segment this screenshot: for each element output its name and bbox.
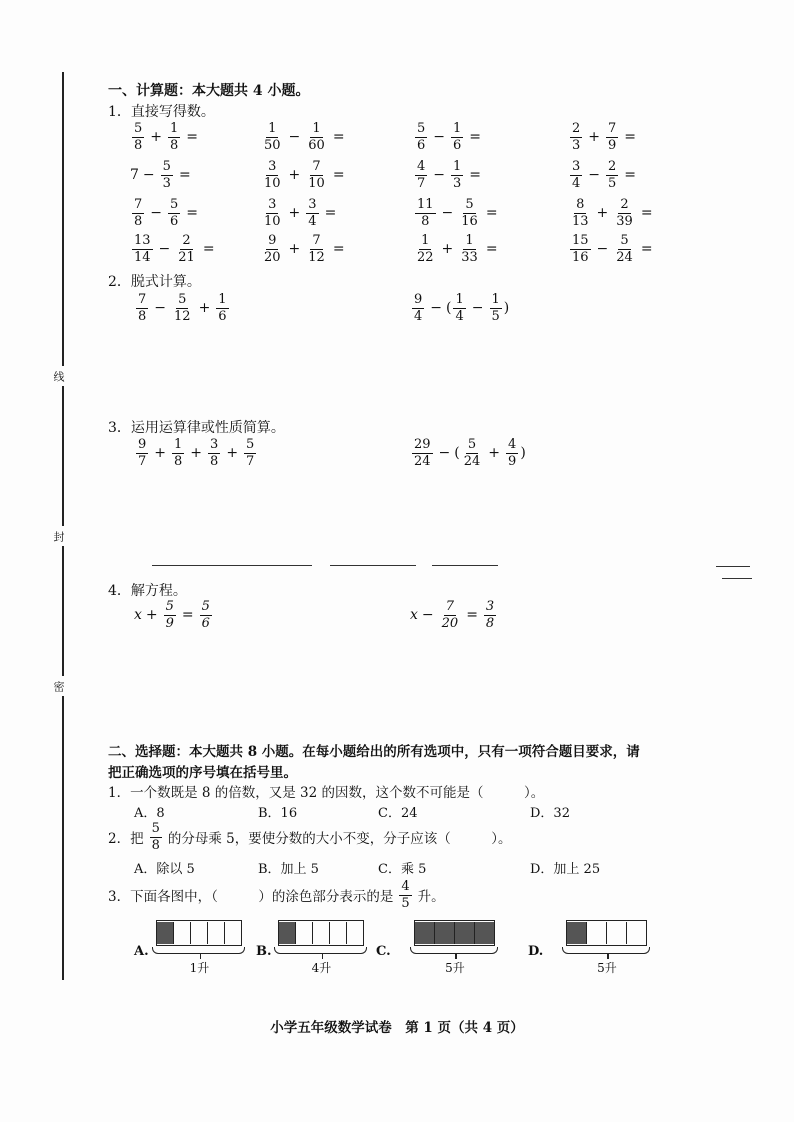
fraction [451, 160, 463, 190]
fraction [506, 438, 518, 468]
shaded-cell [279, 922, 296, 944]
fraction-denominator: 9 [608, 137, 617, 153]
fraction-denominator: 33 [461, 249, 478, 265]
fraction-denominator: 12 [174, 308, 191, 324]
fraction-numerator: 7 [138, 292, 147, 307]
fraction-numerator: 2 [608, 159, 617, 174]
fraction [484, 600, 496, 630]
operator: − [438, 445, 451, 462]
operator: − [288, 129, 301, 146]
q2-expression-2 [410, 293, 509, 323]
expression-text: 7 [130, 167, 139, 184]
fraction-numerator: 3 [210, 437, 219, 452]
operator: = [485, 241, 498, 258]
fraction-numerator: 5 [201, 599, 210, 614]
expression-text: ( [446, 300, 452, 317]
choice-q2-option-b[interactable]: B．加上 5 [258, 862, 319, 877]
operator: − [154, 300, 167, 317]
q1-item-2-1 [130, 160, 195, 190]
fraction-denominator: 8 [485, 615, 495, 631]
fraction [412, 293, 424, 323]
q1-item-2-3 [413, 160, 485, 190]
empty-cell [313, 922, 330, 944]
operator: = [186, 129, 199, 146]
margin-char-mi: 密 [52, 676, 68, 696]
shaded-cell [475, 922, 494, 944]
fraction [244, 438, 256, 468]
scan-dash [722, 578, 752, 579]
choice-q1-option-c[interactable]: C．24 [378, 806, 418, 821]
empty-cell [174, 922, 191, 944]
operator: = [624, 167, 637, 184]
fraction-denominator: 8 [170, 137, 179, 153]
fraction-denominator: 22 [417, 249, 434, 265]
fraction-denominator: 8 [134, 137, 143, 153]
fraction-denominator: 7 [138, 453, 147, 469]
fraction [415, 234, 436, 264]
fraction-numerator: 5 [620, 233, 629, 248]
operator: = [202, 241, 215, 258]
fraction [262, 198, 283, 228]
q1-item-3-2 [260, 198, 340, 228]
fraction-denominator: 5 [401, 895, 410, 911]
fraction-numerator: 5 [134, 121, 143, 136]
fraction [453, 293, 465, 323]
operator: − [430, 300, 443, 317]
fraction [614, 198, 635, 228]
fraction-numerator: 5 [162, 159, 171, 174]
q3-expression-2 [410, 438, 526, 468]
fraction-denominator: 8 [174, 453, 183, 469]
scan-dash [330, 565, 416, 566]
fraction-numerator: 1 [465, 233, 474, 248]
operator: = [466, 607, 478, 624]
fraction-numerator: 4 [508, 437, 517, 452]
figure-option-label[interactable]: A. [134, 944, 149, 959]
q1-item-3-1 [130, 198, 202, 228]
figure-caption: 5升 [445, 961, 465, 975]
choice-q2-fraction [150, 822, 162, 852]
operator: + [588, 129, 601, 146]
fraction [168, 122, 180, 152]
q1-item-3-4 [568, 198, 657, 228]
fraction [136, 293, 148, 323]
fraction [570, 198, 591, 228]
empty-cell [330, 922, 347, 944]
fraction-denominator: 10 [264, 213, 281, 229]
fraction-denominator: 3 [453, 175, 462, 191]
fraction [415, 160, 427, 190]
fraction [132, 198, 144, 228]
fraction-numerator: 7 [312, 233, 321, 248]
fraction-denominator: 4 [572, 175, 581, 191]
fraction [415, 198, 436, 228]
choice-q3-post: 升。 [417, 889, 445, 906]
q4-label: 4．解方程。 [108, 583, 187, 599]
operator: = [178, 167, 191, 184]
q2-label: 2．脱式计算。 [108, 274, 201, 290]
fraction-denominator: 9 [508, 453, 517, 469]
fraction-denominator: 13 [572, 213, 589, 229]
operator: + [198, 300, 211, 317]
q4-equation-1 [134, 600, 214, 630]
expression-text: ) [520, 445, 526, 462]
fraction-denominator: 4 [455, 308, 464, 324]
fraction [459, 234, 480, 264]
margin-char-xian: 线 [52, 366, 68, 386]
fraction [451, 122, 463, 152]
fraction-denominator: 9 [165, 615, 174, 631]
fraction [306, 122, 327, 152]
q1-item-1-1 [130, 122, 202, 152]
fraction-denominator: 10 [264, 175, 281, 191]
fraction-denominator: 4 [308, 213, 317, 229]
operator: = [186, 205, 199, 222]
brace [274, 947, 367, 954]
fraction-numerator: 1 [174, 437, 183, 452]
section-two-title-line1: 二、选择题：本大题共 8 小题。在每小题给出的所有选项中，只有一项符合题目要求，请 [108, 744, 640, 760]
fraction-numerator: 8 [576, 197, 585, 212]
fraction-numerator: 2 [620, 197, 629, 212]
fraction-numerator: 9 [138, 437, 147, 452]
shaded-cell [415, 922, 435, 944]
fraction-numerator: 7 [312, 159, 321, 174]
choice-q2-option-d[interactable]: D．加上 25 [530, 862, 601, 877]
fraction-numerator: 29 [414, 437, 431, 452]
fraction-denominator: 5 [491, 308, 500, 324]
fraction [306, 160, 327, 190]
operator: + [154, 445, 167, 462]
shaded-cell [157, 922, 174, 944]
fraction-denominator: 16 [461, 213, 478, 229]
q2-expression-1 [134, 293, 231, 323]
operator: + [596, 205, 609, 222]
choice-q1-option-a[interactable]: A．8 [134, 806, 165, 821]
fraction-numerator: 7 [134, 197, 143, 212]
figure-caption: 5升 [597, 961, 617, 975]
fraction-numerator: 1 [491, 292, 500, 307]
fraction-denominator: 16 [572, 249, 589, 265]
choice-q3-pre: 3．下面各图中，（ ）的涂色部分表示的是 [108, 889, 394, 906]
operator: + [190, 445, 203, 462]
operator: = [485, 205, 498, 222]
operator: = [640, 241, 653, 258]
operator: − [433, 129, 446, 146]
fraction-denominator: 6 [201, 615, 210, 631]
shaded-cell [567, 922, 587, 944]
measuring-box[interactable] [566, 920, 647, 946]
fraction [200, 600, 212, 630]
fraction-numerator: 9 [414, 292, 423, 307]
fraction-numerator: 1 [268, 121, 277, 136]
operator: + [288, 205, 301, 222]
q1-item-2-2 [260, 160, 349, 190]
operator: = [332, 129, 345, 146]
fraction [176, 234, 197, 264]
figure-caption: 4升 [311, 961, 332, 975]
operator: − [421, 607, 434, 624]
fraction-numerator: 1 [455, 292, 464, 307]
fraction-numerator: 5 [417, 121, 426, 136]
operator: = [332, 167, 345, 184]
fraction-denominator: 8 [151, 837, 160, 853]
fraction-numerator: 3 [268, 197, 277, 212]
fraction [614, 234, 635, 264]
operator: − [150, 205, 163, 222]
fraction-denominator: 12 [308, 249, 325, 265]
fraction [306, 234, 327, 264]
fraction-numerator: 5 [178, 292, 187, 307]
fraction [136, 438, 148, 468]
fraction-numerator: 5 [246, 437, 255, 452]
fraction [606, 160, 618, 190]
expression-text: ) [503, 300, 510, 317]
q1-item-4-4 [568, 234, 657, 264]
q1-item-1-2 [260, 122, 349, 152]
shaded-cell [455, 922, 475, 944]
empty-cell [296, 922, 313, 944]
fraction-denominator: 6 [170, 213, 179, 229]
fraction [459, 198, 480, 228]
fraction-numerator: 1 [453, 159, 462, 174]
empty-cell [607, 922, 627, 944]
fraction [262, 234, 283, 264]
operator: + [488, 445, 501, 462]
measuring-box[interactable] [156, 920, 242, 946]
fraction [415, 122, 427, 152]
fraction [132, 234, 153, 264]
brace [562, 947, 650, 954]
fraction-denominator: 20 [264, 249, 281, 265]
choice-q2-pre: 2．把 [108, 831, 144, 848]
fraction-denominator: 24 [463, 453, 481, 469]
fraction-denominator: 7 [417, 175, 426, 191]
q1-item-1-3 [413, 122, 485, 152]
fraction-denominator: 8 [421, 213, 430, 229]
fraction [172, 438, 184, 468]
fraction-denominator: 7 [246, 453, 255, 469]
operator: = [469, 167, 482, 184]
figure-option-label[interactable]: D. [528, 944, 544, 959]
fraction [570, 122, 582, 152]
fraction-numerator: 1 [453, 121, 462, 136]
fraction-numerator: 3 [572, 159, 581, 174]
operator: = [469, 129, 482, 146]
figure-caption: 1升 [189, 961, 210, 975]
fraction-numerator: 5 [170, 197, 179, 212]
choice-q2-option-c[interactable]: C．乘 5 [378, 862, 427, 877]
q1-item-4-1 [130, 234, 219, 264]
fraction-numerator: 2 [182, 233, 191, 248]
fraction-denominator: 10 [308, 175, 325, 191]
brace [410, 947, 498, 954]
fraction-denominator: 60 [308, 137, 325, 153]
operator: = [640, 205, 653, 222]
fraction-numerator: 1 [421, 233, 430, 248]
operator: = [624, 129, 637, 146]
operator: = [332, 241, 345, 258]
fraction-denominator: 6 [417, 137, 426, 153]
operator: + [150, 129, 163, 146]
empty-cell [347, 922, 363, 944]
q3-label: 3．运用运算律或性质简算。 [108, 420, 285, 436]
fraction [168, 198, 180, 228]
expression-text: ( [454, 445, 460, 462]
q1-item-2-4 [568, 160, 640, 190]
fraction-numerator: 3 [485, 599, 495, 614]
fraction-numerator: 5 [465, 197, 474, 212]
scan-dash [432, 565, 498, 566]
fraction-denominator: 8 [210, 453, 219, 469]
figure-option-label[interactable]: B. [256, 944, 272, 959]
fraction-denominator: 39 [616, 213, 633, 229]
operator: − [142, 167, 155, 184]
fraction [462, 438, 483, 468]
fraction [570, 234, 591, 264]
scan-dash [152, 565, 312, 566]
fraction-denominator: 21 [178, 249, 195, 265]
q1-item-4-2 [260, 234, 349, 264]
choice-q1-text: 1．一个数既是 8 的倍数，又是 32 的因数，这个数不可能是（ ）。 [108, 785, 545, 801]
operator: − [596, 241, 609, 258]
operator: + [441, 241, 454, 258]
fraction [306, 198, 318, 228]
fraction [172, 293, 193, 323]
fraction-denominator: 24 [616, 249, 633, 265]
shaded-cell [435, 922, 455, 944]
figure-option-label[interactable]: C. [376, 944, 391, 959]
fraction [412, 438, 433, 468]
choice-q2-option-a[interactable]: A．除以 5 [134, 862, 195, 877]
fraction [262, 160, 283, 190]
fraction-denominator: 6 [453, 137, 462, 153]
fraction-numerator: 5 [165, 599, 174, 614]
fraction [606, 122, 618, 152]
q4-equation-2 [410, 600, 498, 630]
operator: − [158, 241, 171, 258]
fraction [570, 160, 582, 190]
empty-cell [208, 922, 225, 944]
fraction [164, 600, 176, 630]
fraction [161, 160, 173, 190]
fraction-numerator: 2 [572, 121, 581, 136]
fraction-numerator: 1 [312, 121, 321, 136]
choice-q3-fraction [399, 880, 411, 910]
operator: + [288, 167, 301, 184]
expression-text: x [134, 607, 142, 624]
fraction-denominator: 3 [162, 175, 171, 191]
choice-q3-text [108, 880, 445, 910]
section-two-title-line2: 把正确选项的序号填在括号里。 [108, 765, 297, 781]
fraction-numerator: 4 [417, 159, 426, 174]
margin-char-feng: 封 [52, 526, 68, 546]
fraction-denominator: 4 [414, 308, 423, 324]
expression-text: x [410, 607, 418, 624]
operator: − [433, 167, 446, 184]
operator: + [226, 445, 239, 462]
choice-q1-option-b[interactable]: B．16 [258, 806, 298, 821]
fraction [132, 122, 144, 152]
empty-cell [627, 922, 646, 944]
fraction-denominator: 50 [264, 137, 281, 153]
fraction [490, 293, 502, 323]
fraction [262, 122, 283, 152]
fraction-denominator: 14 [134, 249, 151, 265]
fraction-numerator: 3 [308, 197, 317, 212]
choice-q1-option-d[interactable]: D．32 [530, 806, 570, 821]
fraction-numerator: 3 [268, 159, 277, 174]
empty-cell [191, 922, 208, 944]
fraction-denominator: 6 [218, 308, 227, 324]
fraction-denominator: 5 [608, 175, 617, 191]
fraction-numerator: 9 [268, 233, 277, 248]
fraction-numerator: 7 [445, 599, 455, 614]
operator: = [181, 607, 194, 624]
page-footer: 小学五年级数学试卷 第 1 页（共 4 页） [270, 1020, 524, 1036]
fraction-numerator: 5 [151, 821, 160, 836]
operator: + [288, 241, 301, 258]
q3-expression-1 [134, 438, 258, 468]
fraction-denominator: 3 [572, 137, 581, 153]
q1-label: 1．直接写得数。 [108, 104, 215, 120]
fraction-denominator: 24 [414, 453, 431, 469]
operator: − [588, 167, 601, 184]
fraction-numerator: 1 [170, 121, 179, 136]
empty-cell [587, 922, 607, 944]
operator: = [324, 205, 337, 222]
fraction-numerator: 11 [417, 197, 434, 212]
fraction-denominator: 20 [441, 615, 459, 631]
fraction-numerator: 7 [608, 121, 617, 136]
fraction-numerator: 1 [218, 292, 227, 307]
brace [152, 947, 245, 954]
q1-item-1-4 [568, 122, 640, 152]
fraction [216, 293, 228, 323]
q1-item-4-3 [413, 234, 502, 264]
q1-item-3-3 [413, 198, 502, 228]
section-one-title: 一、计算题：本大题共 4 小题。 [108, 83, 310, 99]
fraction-numerator: 13 [134, 233, 151, 248]
choice-q2-post: 的分母乘 5，要使分数的大小不变，分子应该（ ）。 [167, 831, 512, 848]
choice-q2-text [108, 822, 512, 852]
operator: − [471, 300, 484, 317]
fraction-numerator: 15 [572, 233, 589, 248]
fraction [440, 600, 461, 630]
fraction-denominator: 8 [134, 213, 143, 229]
fraction-numerator: 4 [401, 879, 410, 894]
fraction [208, 438, 220, 468]
empty-cell [225, 922, 241, 944]
operator: + [145, 607, 158, 624]
fraction-denominator: 8 [138, 308, 147, 324]
scan-dash [716, 566, 750, 567]
measuring-box[interactable] [414, 920, 495, 946]
operator: − [441, 205, 454, 222]
fraction-numerator: 5 [467, 437, 477, 452]
measuring-box[interactable] [278, 920, 364, 946]
